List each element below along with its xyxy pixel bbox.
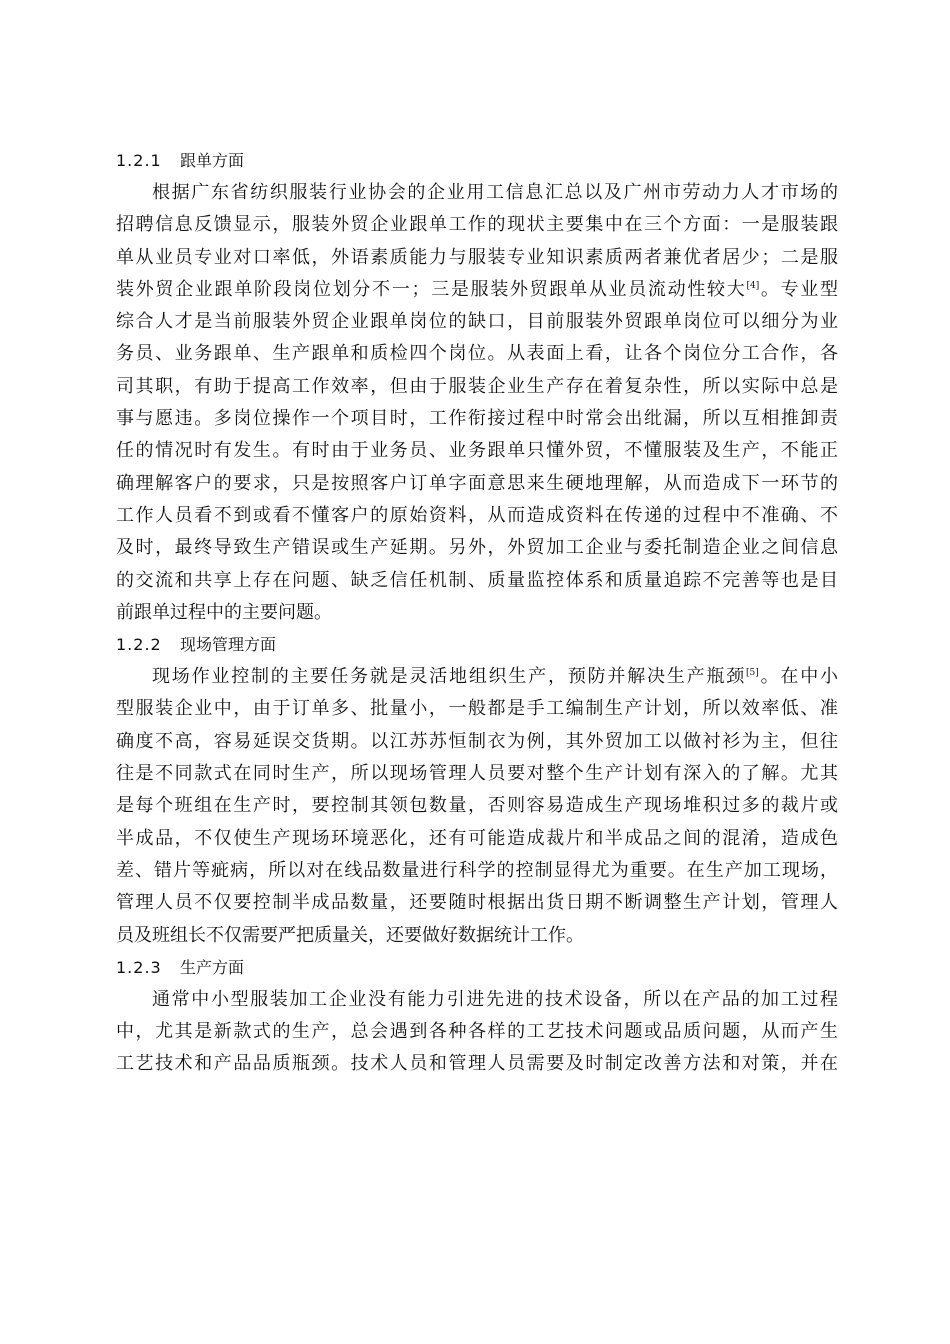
section-heading-1-2-1 (116, 145, 838, 177)
paragraph-follow-up (116, 177, 838, 629)
text-line: 根据广东省纺织服装行业协会的企业用工信息汇总以及广州市劳动力人才市场的 (152, 182, 838, 203)
text-line: 务员、业务跟单、生产跟单和质检四个岗位。从表面上看，让各个岗位分工合作，各 (116, 343, 838, 365)
citation-ref: [5] (746, 668, 759, 679)
section-title: 跟单方面 (180, 151, 245, 170)
section-title: 现场管理方面 (180, 635, 277, 655)
text-line: 确理解客户的要求，只是按照客户订单字面意思来生硬地理解，从而造成下一环节的 (116, 472, 838, 494)
section-number: 1.2.3 (116, 957, 162, 977)
section-number: 1.2.1 (116, 151, 162, 170)
text-line: 员及班组长不仅需要严把质量关，还要做好数据统计工作。 (116, 924, 584, 946)
text-line: 中，尤其是新款式的生产，总会遇到各种各样的工艺技术问题或品质问题，从而产生 (116, 1021, 838, 1043)
text-line: 事与愿违。多岗位操作一个项目时，工作衔接过程中时常会出纰漏，所以互相推卸责 (116, 408, 838, 430)
text-line: 司其职，有助于提高工作效率，但由于服装企业生产存在着复杂性，所以实际中总是 (116, 375, 838, 397)
text-line: 工艺技术和产品品质瓶颈。技术人员和管理人员需要及时制定改善方法和对策，并在 (116, 1053, 838, 1075)
text-line: 工作人员看不到或看不懂客户的原始资料，从而造成资料在传递的过程中不准确、不 (116, 504, 838, 526)
text-line: 任的情况时有发生。有时由于业务员、业务跟单只懂外贸，不懂服装及生产，不能正 (116, 440, 838, 462)
text-line: 前跟单过程中的主要问题。 (116, 601, 332, 623)
text-line: 差、错片等疵病，所以对在线品数量进行科学的控制显得尤为重要。在生产加工现场， (116, 859, 838, 881)
section-title: 生产方面 (180, 957, 245, 977)
text-segment: 。在中小 (758, 666, 838, 688)
text-line: 综合人才是当前服装外贸企业跟单岗位的缺口，目前服装外贸跟单岗位可以细分为业 (116, 311, 838, 333)
citation-ref: [4] (746, 280, 760, 291)
text-line: 半成品，不仅使生产现场环境恶化，还有可能造成裁片和半成品之间的混淆，造成色 (116, 827, 838, 849)
text-line: 及时，最终导致生产错误或生产延期。另外，外贸加工企业与委托制造企业之间信息 (116, 537, 838, 559)
section-heading-1-2-3 (116, 952, 838, 984)
text-line (116, 661, 838, 693)
paragraph-site-management (116, 661, 838, 952)
text-line: 确度不高，容易延误交货期。以江苏苏恒制衣为例，其外贸加工以做衬衫为主，但往 (116, 730, 838, 752)
text-segment: 现场作业控制的主要任务就是灵活地组织生产，预防并解决生产瓶颈 (152, 666, 747, 688)
paragraph-production (116, 984, 838, 1081)
text-line: 单从业员专业对口率低，外语素质能力与服装专业知识素质两者兼优者居少；二是服 (116, 246, 838, 268)
document-page (116, 145, 838, 1081)
text-line: 通常中小型服装加工企业没有能力引进先进的技术设备，所以在产品的加工过程 (152, 988, 838, 1010)
text-line (116, 274, 838, 306)
text-segment: 。专业型 (759, 278, 838, 300)
text-line: 型服装企业中，由于订单多、批量小，一般都是手工编制生产计划，所以效率低、准 (116, 698, 838, 720)
text-line: 管理人员不仅要控制半成品数量，还要随时根据出货日期不断调整生产计划，管理人 (116, 892, 838, 914)
text-line: 往是不同款式在同时生产，所以现场管理人员要对整个生产计划有深入的了解。尤其 (116, 763, 838, 785)
text-line: 的交流和共享上存在问题、缺乏信任机制、质量监控体系和质量追踪不完善等也是目 (116, 569, 838, 591)
text-segment: 装外贸企业跟单阶段岗位划分不一；三是服装外贸跟单从业员流动性较大 (116, 278, 747, 300)
text-line: 招聘信息反馈显示，服装外贸企业跟单工作的现状主要集中在三个方面：一是服装跟 (116, 214, 838, 236)
section-heading-1-2-2 (116, 629, 838, 661)
section-number: 1.2.2 (116, 635, 162, 655)
text-line: 是每个班组在生产时，要控制其领包数量，否则容易造成生产现场堆积过多的裁片或 (116, 795, 838, 817)
